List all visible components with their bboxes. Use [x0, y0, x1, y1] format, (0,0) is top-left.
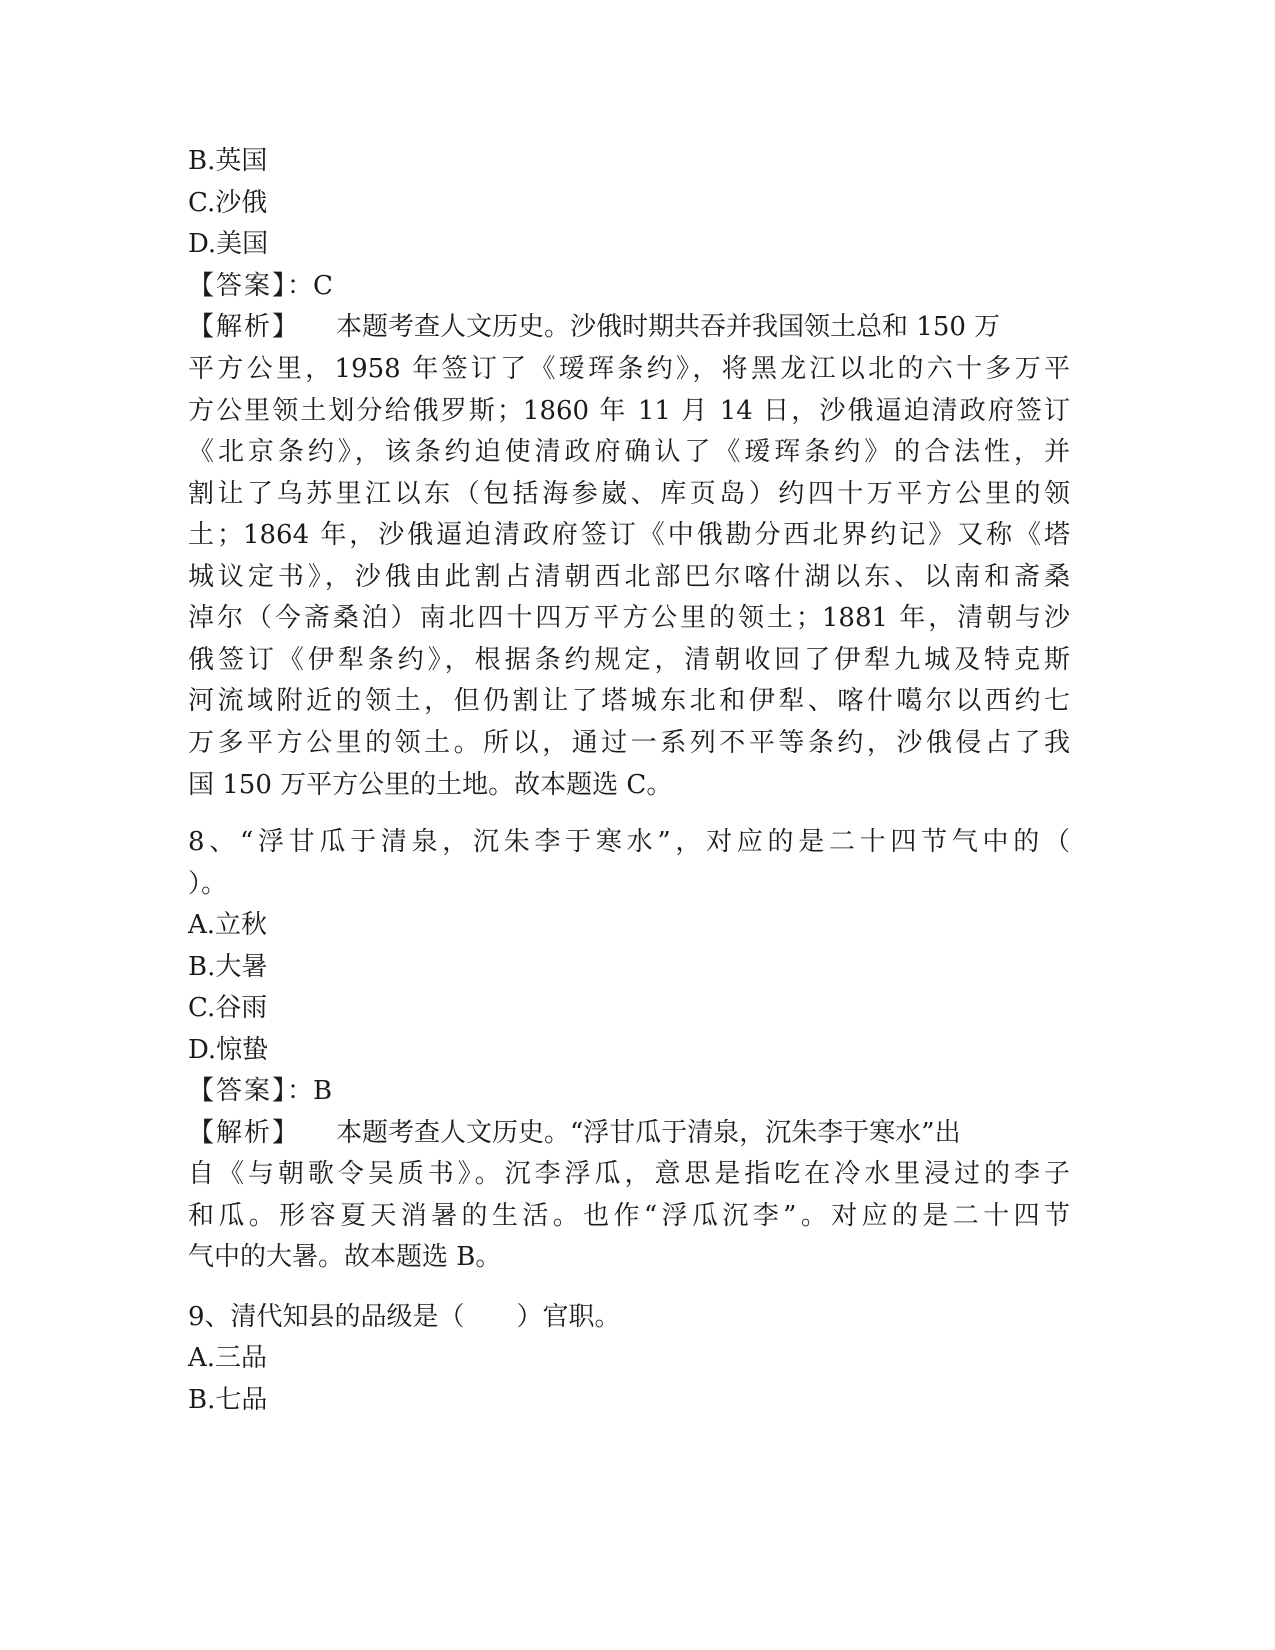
q9-option-a: A.三品 [188, 1343, 268, 1373]
q8-option-b: B.大暑 [188, 952, 268, 982]
q8-question: 8、“浮甘瓜于清泉，沉朱李于寒水”，对应的是二十四节气中的（ [188, 827, 1070, 857]
q7-analysis-line: 城议定书》，沙俄由此割占清朝西北部巴尔喀什湖以东、以南和斋桑 [188, 562, 1070, 592]
q7-analysis-line: 方公里领土划分给俄罗斯；1860 年 11 月 14 日，沙俄逼迫清政府签订 [188, 396, 1070, 426]
q7-analysis-tag: 【解析】 [188, 312, 301, 342]
q7-analysis-first [188, 306, 1000, 348]
q7-analysis-line: 土；1864 年，沙俄逼迫清政府签订《中俄勘分西北界约记》又称《塔 [188, 520, 1070, 550]
q8-answer-tag: 【答案】 [188, 1076, 288, 1106]
q7-analysis-line: 本题考查人文历史。沙俄时期共吞并我国领土总和 150 万 [336, 312, 1001, 342]
q7-answer-value: ：C [287, 271, 333, 301]
q7-answer [188, 265, 333, 307]
q7-answer-tag: 【答案】 [188, 271, 288, 301]
q8-option-a: A.立秋 [188, 910, 268, 940]
q7-option-b: B.英国 [188, 146, 268, 176]
q8-answer-value: ：B [287, 1076, 333, 1106]
q7-analysis-line: 河流域附近的领土，但仍割让了塔城东北和伊犁、喀什噶尔以西约七 [188, 686, 1070, 716]
q9-option-b: B.七品 [188, 1385, 268, 1415]
q8-question-cont: ）。 [188, 869, 228, 899]
q8-analysis-line: 自《与朝歌令吴质书》。沉李浮瓜，意思是指吃在冷水里浸过的李子 [188, 1159, 1070, 1189]
q7-analysis-line: 割让了乌苏里江以东（包括海参崴、库页岛）约四十万平方公里的领 [188, 479, 1070, 509]
q7-analysis-line: 国 150 万平方公里的土地。故本题选 C。 [188, 770, 673, 800]
q7-analysis-line: 万多平方公里的领土。所以，通过一系列不平等条约，沙俄侵占了我 [188, 728, 1070, 758]
q7-option-c: C.沙俄 [188, 188, 268, 218]
q8-answer [188, 1070, 332, 1112]
q8-option-d: D.惊蛰 [188, 1035, 269, 1065]
q7-option-d: D.美国 [188, 229, 269, 259]
q7-analysis-line: 《北京条约》，该条约迫使清政府确认了《瑷珲条约》的合法性，并 [188, 437, 1070, 467]
q9-question: 9、清代知县的品级是（ ）官职。 [188, 1302, 621, 1332]
q7-analysis-line: 俄签订《伊犁条约》，根据条约规定，清朝收回了伊犁九城及特克斯 [188, 645, 1070, 675]
q7-analysis-line: 淖尔（今斋桑泊）南北四十四万平方公里的领土；1881 年，清朝与沙 [188, 603, 1070, 633]
q8-analysis-line: 气中的大暑。故本题选 B。 [188, 1242, 502, 1272]
q8-analysis-line: 和瓜。形容夏天消暑的生活。也作“浮瓜沉李”。对应的是二十四节 [188, 1201, 1070, 1231]
q8-analysis-first [188, 1112, 961, 1154]
q8-analysis-line: 本题考查人文历史。“浮甘瓜于清泉，沉朱李于寒水”出 [336, 1118, 961, 1148]
q8-option-c: C.谷雨 [188, 993, 268, 1023]
q7-analysis-line: 平方公里，1958 年签订了《瑷珲条约》，将黑龙江以北的六十多万平 [188, 354, 1070, 384]
q8-analysis-tag: 【解析】 [188, 1118, 301, 1148]
